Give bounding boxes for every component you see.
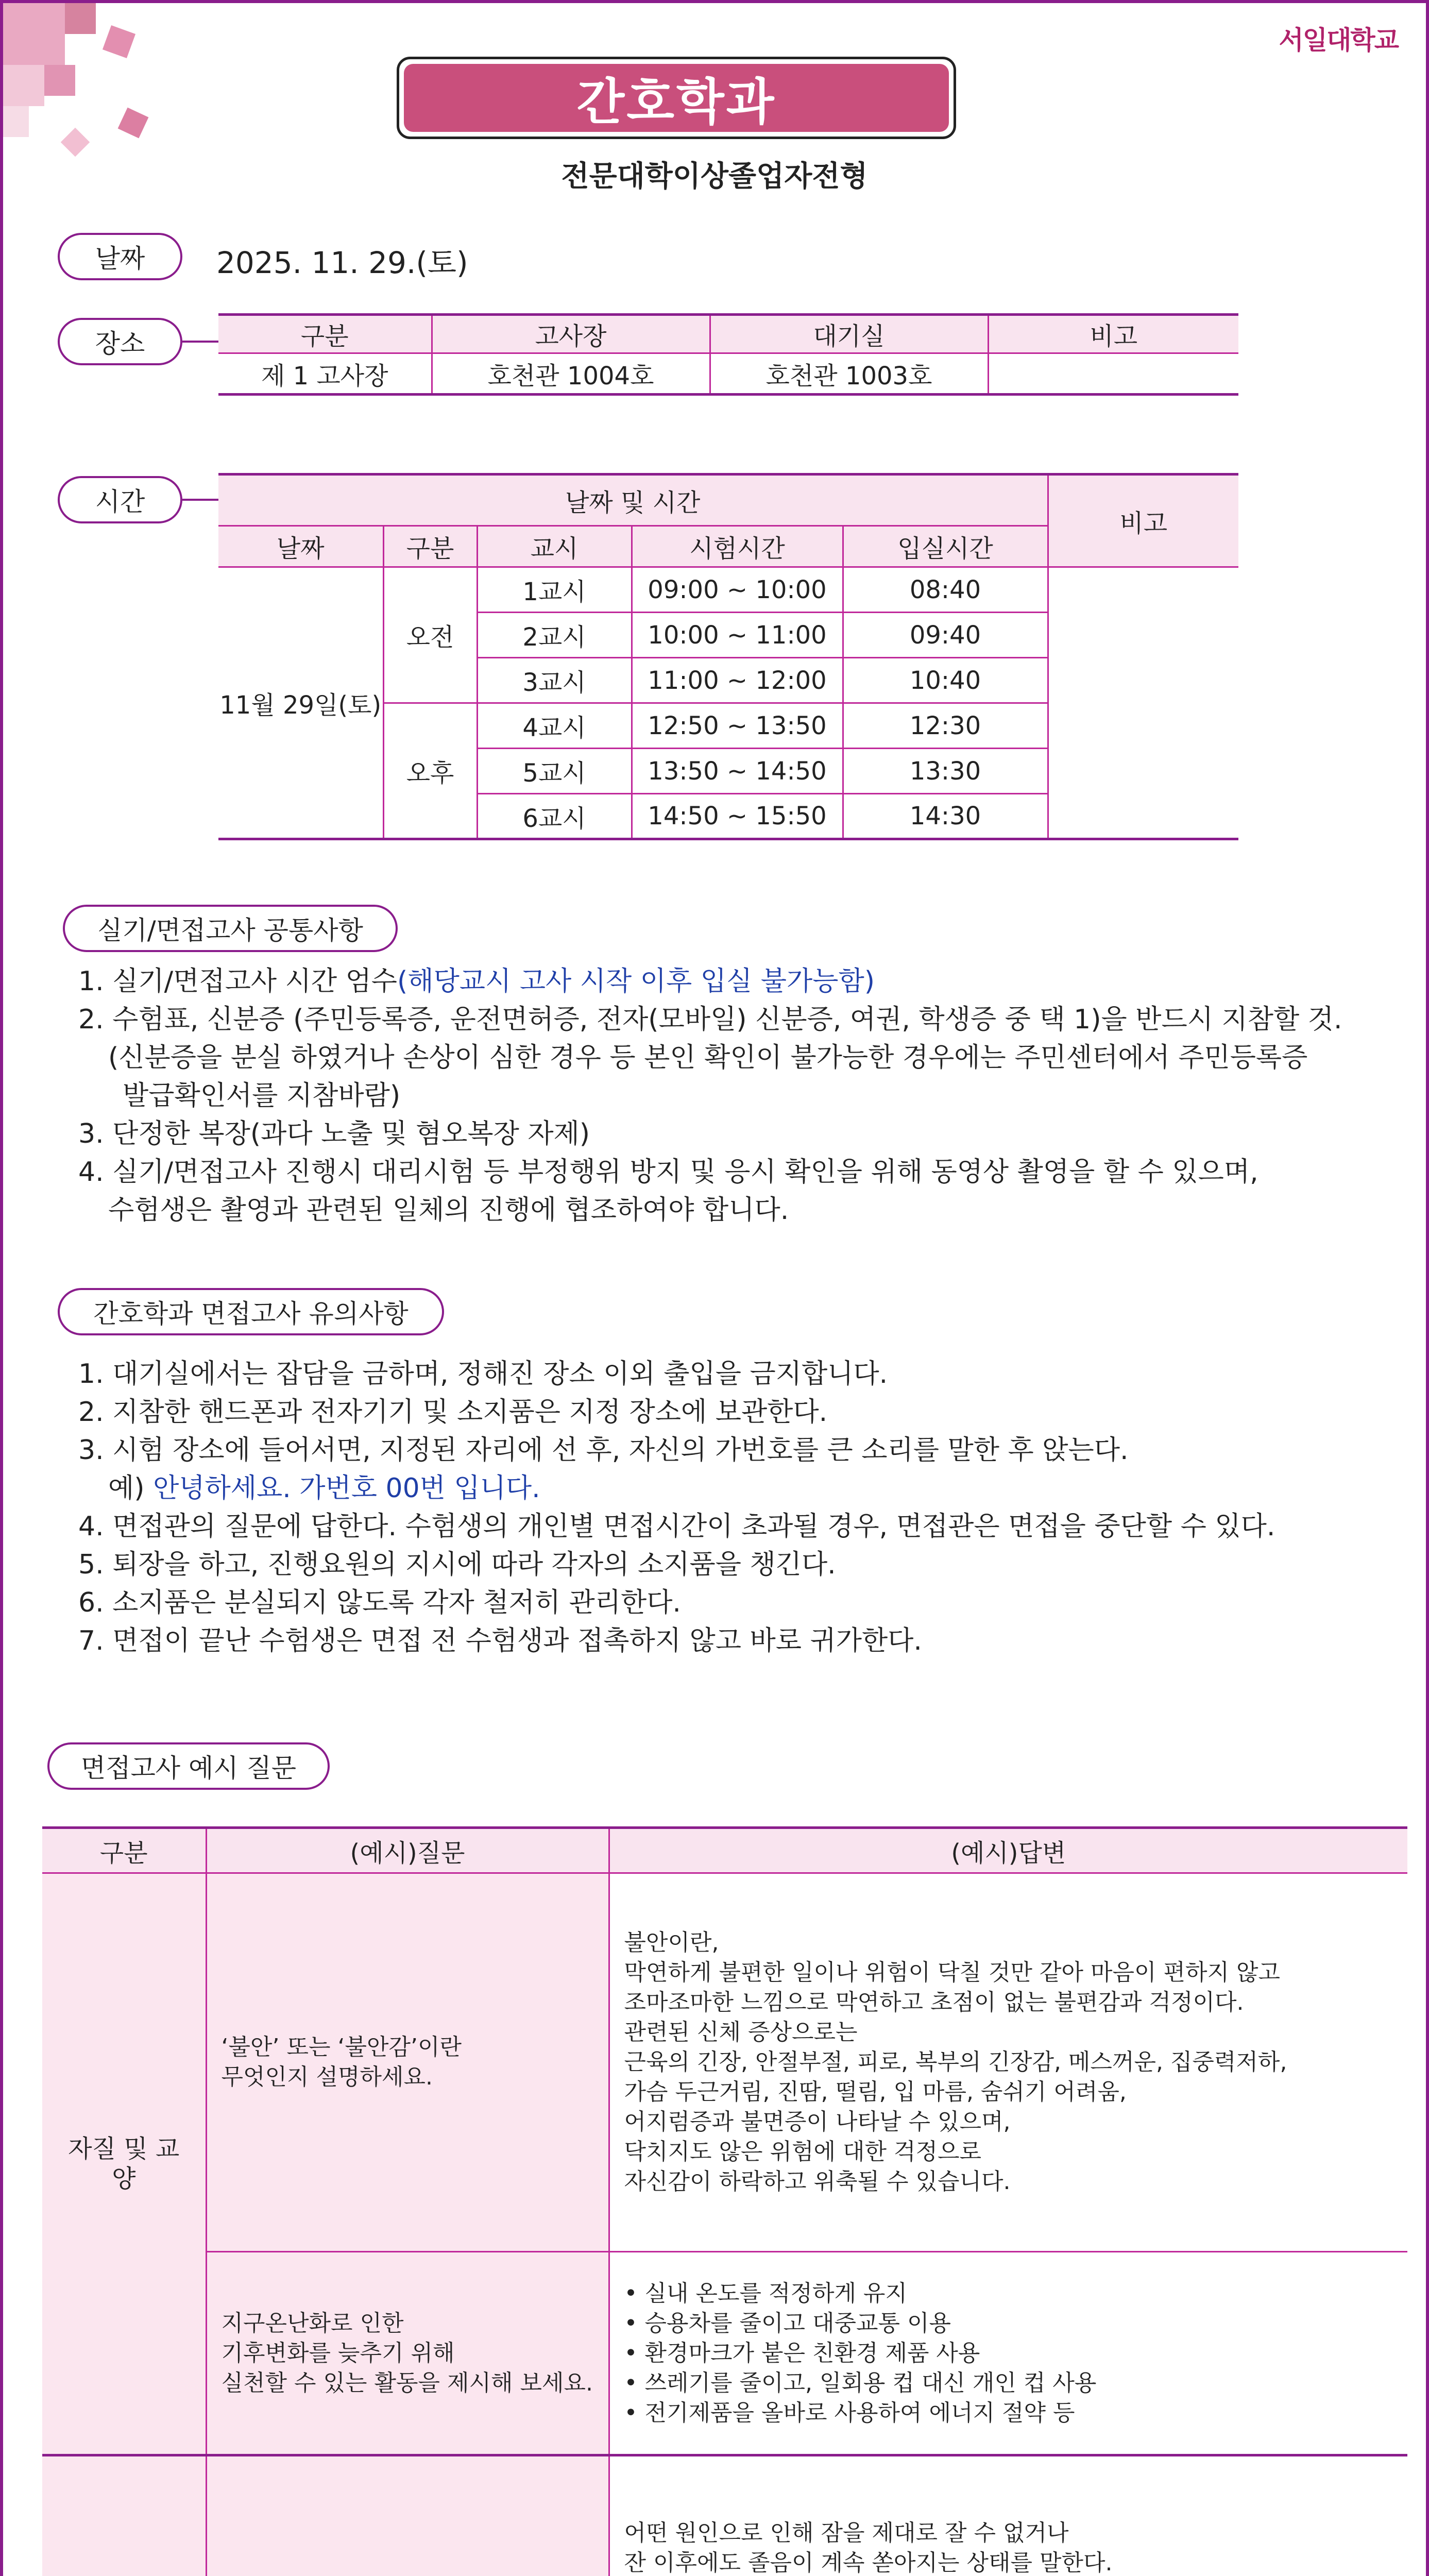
nursing-note-5: 5. 퇴장을 하고, 진행요원의 지시에 따라 각자의 소지품을 챙긴다. bbox=[78, 1549, 836, 1580]
question-2: 지구온난화로 인한 기후변화를 늦추기 위해 실천할 수 있는 활동을 제시해 보세요. bbox=[206, 2252, 609, 2455]
nursing-note-6: 6. 소지품은 분실되지 않도록 각자 철저히 관리한다. bbox=[78, 1587, 681, 1618]
nursing-note-2: 2. 지참한 핸드폰과 전자기기 및 소지품은 지정 장소에 보관한다. bbox=[78, 1397, 828, 1428]
page-title: 간호학과 bbox=[404, 64, 949, 132]
time-period-cell: 4교시 bbox=[477, 703, 632, 749]
time-header-entry-time: 입실시간 bbox=[843, 526, 1048, 567]
place-cell-remark bbox=[988, 353, 1238, 395]
time-entry-cell: 14:30 bbox=[843, 794, 1048, 839]
time-exam-cell: 12:50 ~ 13:50 bbox=[632, 703, 843, 749]
common-note-2-detail: (신분증을 분실 하였거나 손상이 심한 경우 등 본인 확인이 불가능한 경우에는 주민센터에서 주민등록증 bbox=[108, 1042, 1308, 1073]
date-value: 2025. 11. 29.(토) bbox=[216, 245, 468, 280]
place-header-remark: 비고 bbox=[988, 315, 1238, 353]
questions-section-label-text: 면접고사 예시 질문 bbox=[80, 1753, 297, 1783]
time-group-header: 날짜 및 시간 bbox=[218, 474, 1048, 526]
nursing-section-label-text: 간호학과 면접고사 유의사항 bbox=[93, 1299, 409, 1329]
time-period-cell: 5교시 bbox=[477, 749, 632, 794]
time-header-date: 날짜 bbox=[218, 526, 383, 567]
common-section-label-text: 실기/면접고사 공통사항 bbox=[97, 916, 363, 945]
nursing-note-1: 1. 대기실에서는 잡담을 금하며, 정해진 장소 이외 출입을 금지합니다. bbox=[78, 1359, 888, 1389]
questions-section-label bbox=[47, 1742, 330, 1790]
time-exam-cell: 09:00 ~ 10:00 bbox=[632, 567, 843, 613]
date-label-text: 날짜 bbox=[95, 244, 145, 274]
common-section-label bbox=[63, 905, 398, 952]
nursing-note-7: 7. 면접이 끝난 수험생은 면접 전 수험생과 접촉하지 않고 바로 귀가한다. bbox=[78, 1625, 922, 1656]
time-exam-cell: 10:00 ~ 11:00 bbox=[632, 613, 843, 658]
place-table bbox=[218, 313, 1238, 396]
time-header-exam-time: 시험시간 bbox=[632, 526, 843, 567]
answer-2: • 실내 온도를 적정하게 유지 • 승용차를 줄이고 대중교통 이용 • 환경마크가 붙은 친환경 제품 사용 • 쓰레기를 줄이고, 일회용 컵 대신 개인 컵 사용 • 전기제품을 올바로 사용하여 에너지 절약 등 bbox=[609, 2252, 1407, 2455]
time-exam-cell: 14:50 ~ 15:50 bbox=[632, 794, 843, 839]
time-am-cell: 오전 bbox=[383, 567, 477, 703]
common-note-4-detail: 수험생은 촬영과 관련된 일체의 진행에 협조하여야 합니다. bbox=[108, 1195, 789, 1226]
time-table bbox=[218, 473, 1238, 840]
time-date-cell: 11월 29일(토) bbox=[218, 567, 383, 839]
time-label bbox=[58, 476, 182, 523]
time-entry-cell: 12:30 bbox=[843, 703, 1048, 749]
common-note-1-text: 1. 실기/면접고사 시간 엄수 bbox=[78, 966, 398, 997]
time-period-cell: 6교시 bbox=[477, 794, 632, 839]
place-header-waiting: 대기실 bbox=[710, 315, 988, 353]
time-header-session: 구분 bbox=[383, 526, 477, 567]
time-exam-cell: 13:50 ~ 14:50 bbox=[632, 749, 843, 794]
questions-category-2 bbox=[42, 2455, 206, 2576]
place-label-text: 장소 bbox=[95, 329, 145, 359]
common-note-3: 3. 단정한 복장(과다 노출 및 혐오복장 자제) bbox=[78, 1118, 590, 1149]
place-cell-category: 제 1 고사장 bbox=[218, 353, 432, 395]
common-note-1 bbox=[78, 962, 1342, 1001]
decor-squares-top-left bbox=[3, 3, 158, 158]
common-notes-list bbox=[78, 962, 1342, 1229]
title-banner bbox=[397, 57, 956, 139]
common-note-1-highlight: (해당교시 고사 시작 이후 입실 불가능함) bbox=[397, 966, 875, 997]
answer-1: 불안이란, 막연하게 불편한 일이나 위험이 닥칠 것만 같아 마음이 편하지 않고 조마조마한 느낌으로 막연하고 초점이 없는 불편감과 걱정이다. 관련된 신체 증상으로는 근육의 긴장, 안절부절, 피로, 복부의 긴장감, 메스꺼운, 집중력저하, 가슴 두근거림, 진땀, 떨림, 입 마름, 숨쉬기 어려움, 어지럼증과 불면증이 나타날 수 있으며, 닥치지도 않은 위험에 대한 걱정으로 자신감이 하락하고 위축될 수 있습니다. bbox=[609, 1873, 1407, 2252]
nursing-note-3-example-text: 안녕하세요. 가번호 00번 입니다. bbox=[153, 1473, 540, 1504]
place-cell-room: 호천관 1004호 bbox=[432, 353, 710, 395]
nursing-section-label bbox=[58, 1288, 444, 1335]
common-note-2: 2. 수험표, 신분증 (주민등록증, 운전면허증, 전자(모바일) 신분증, 여권, 학생증 중 택 1)을 반드시 지참할 것. bbox=[78, 1004, 1342, 1035]
time-exam-cell: 11:00 ~ 12:00 bbox=[632, 658, 843, 703]
question-1: ‘불안’ 또는 ‘불안감’이란 무엇인지 설명하세요. bbox=[206, 1873, 609, 2252]
time-remark-cell bbox=[1048, 567, 1238, 839]
time-connector bbox=[182, 499, 218, 501]
common-note-2-detail-cont: 발급확인서를 지참바람) bbox=[123, 1080, 401, 1111]
time-label-text: 시간 bbox=[95, 487, 145, 517]
time-period-cell: 3교시 bbox=[477, 658, 632, 703]
place-header-category: 구분 bbox=[218, 315, 432, 353]
date-label bbox=[58, 233, 182, 280]
questions-header-category: 구분 bbox=[42, 1828, 206, 1873]
page-subtitle: 전문대학이상졸업자전형 bbox=[561, 160, 868, 193]
time-entry-cell: 10:40 bbox=[843, 658, 1048, 703]
time-entry-cell: 09:40 bbox=[843, 613, 1048, 658]
time-period-cell: 2교시 bbox=[477, 613, 632, 658]
place-connector bbox=[182, 341, 218, 343]
place-label bbox=[58, 318, 182, 365]
nursing-notes-list bbox=[78, 1355, 1275, 1660]
nursing-note-3-example bbox=[78, 1469, 1275, 1507]
time-entry-cell: 08:40 bbox=[843, 567, 1048, 613]
time-entry-cell: 13:30 bbox=[843, 749, 1048, 794]
questions-category-1: 자질 및 교양 bbox=[42, 1873, 206, 2455]
time-header-period: 교시 bbox=[477, 526, 632, 567]
time-period-cell: 1교시 bbox=[477, 567, 632, 613]
place-cell-waiting: 호천관 1003호 bbox=[710, 353, 988, 395]
time-pm-cell: 오후 bbox=[383, 703, 477, 839]
time-remark-header: 비고 bbox=[1048, 474, 1238, 567]
questions-header-answer: (예시)답변 bbox=[609, 1828, 1407, 1873]
nursing-note-3-example-prefix: 예) bbox=[108, 1473, 145, 1504]
answer-3: 어떤 원인으로 인해 잠을 제대로 잘 수 없거나 잔 이후에도 졸음이 계속 쏟아지는 상태를 말한다. bbox=[609, 2455, 1407, 2576]
place-header-room: 고사장 bbox=[432, 315, 710, 353]
questions-table bbox=[42, 1826, 1407, 2576]
nursing-note-3: 3. 시험 장소에 들어서면, 지정된 자리에 선 후, 자신의 가번호를 큰 소리를 말한 후 앉는다. bbox=[78, 1435, 1129, 1466]
nursing-note-4: 4. 면접관의 질문에 답한다. 수험생의 개인별 면접시간이 초과될 경우, 면접관은 면접을 중단할 수 있다. bbox=[78, 1511, 1275, 1542]
common-note-4: 4. 실기/면접고사 진행시 대리시험 등 부정행위 방지 및 응시 확인을 위해 동영상 촬영을 할 수 있으며, bbox=[78, 1157, 1258, 1188]
questions-header-question: (예시)질문 bbox=[206, 1828, 609, 1873]
question-3 bbox=[206, 2455, 609, 2576]
brand-logo: 서일대학교 bbox=[1279, 25, 1398, 55]
